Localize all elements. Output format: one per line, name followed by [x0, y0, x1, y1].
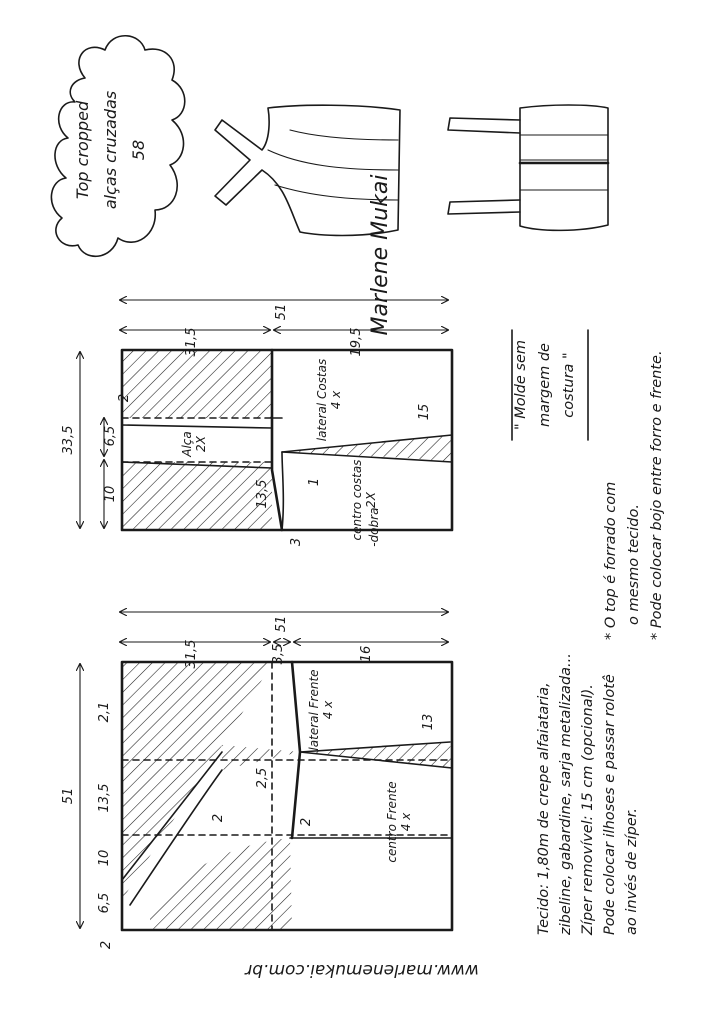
- front-seg-top-a: 31,5: [184, 639, 199, 669]
- front-centro-label: centro Frente: [385, 781, 399, 863]
- front-dart-length: 13: [421, 713, 436, 731]
- back-seg-side-1: 6,5: [103, 425, 118, 447]
- back-lateral-label: lateral Costas: [315, 358, 329, 442]
- front-seg-side-4: 6,5: [97, 892, 112, 914]
- fabric-note-5: ao invés de zíper.: [624, 808, 640, 935]
- back-dart-length: 15: [417, 403, 432, 421]
- front-seg-top-c: 16: [359, 645, 374, 663]
- front-lateral-label: lateral Frente: [307, 669, 321, 751]
- signature-block: [368, 175, 393, 336]
- front-seg-top-b: 3,5: [271, 643, 286, 665]
- signature: Marlene Mukai: [368, 174, 393, 336]
- back-dart: [282, 435, 452, 462]
- seam-note: [512, 330, 588, 440]
- seam-note-1: " Molde sem: [513, 339, 529, 431]
- back-total-width: 51: [274, 303, 289, 321]
- back-lateral-qty: 4 x: [329, 390, 343, 410]
- back-centro-label: centro costas: [350, 459, 364, 541]
- title-size: 58: [129, 139, 148, 161]
- back-fold-label: -dobra-: [367, 503, 381, 547]
- back-centro-qty: 2X: [364, 492, 378, 508]
- fabric-note-4: Pode colocar ilhoses e passar rolotê: [602, 674, 618, 935]
- front-lateral-qty: 4 x: [321, 700, 335, 720]
- front-seg-side-2: 13,5: [97, 783, 112, 813]
- title-cloud: [51, 36, 184, 257]
- front-seg-side-3: 10: [97, 849, 112, 867]
- back-center-mark: 1: [307, 477, 322, 487]
- back-strap-mark: 2: [117, 393, 132, 403]
- lining-note-3: * Pode colocar bojo entre forro e frente.: [649, 350, 665, 640]
- fabric-note-1: Tecido: 1,80m de crepe alfaiataria,: [536, 682, 552, 935]
- lining-note-1: * O top é forrado com: [603, 481, 619, 640]
- back-seg-top-b: 19,5: [349, 327, 364, 357]
- fabric-note-2: zibeline, gabardine, sarja metalizada...: [558, 653, 574, 935]
- front-seg-side-1: 2,1: [97, 701, 112, 723]
- front-centro-qty: 4 x: [399, 812, 413, 832]
- front-total-height: 51: [61, 787, 76, 805]
- back-total-height: 33,5: [61, 425, 76, 455]
- front-dart-width: 2,5: [255, 767, 270, 789]
- front-panel: [61, 612, 452, 949]
- front-center-mark: 2: [299, 817, 314, 827]
- fabric-notes: [536, 653, 640, 936]
- seam-note-2: margem de: [537, 343, 553, 427]
- website: www.marlenemukai.com.br: [245, 960, 479, 980]
- back-hatch-upper: [122, 350, 272, 418]
- back-alca-qty: 2X: [194, 436, 208, 452]
- back-panel: [61, 300, 452, 547]
- seam-note-3: costura ": [561, 352, 577, 418]
- title-line-2: alças cruzadas: [101, 90, 120, 210]
- title-line-1: Top cropped: [73, 100, 92, 200]
- back-seg-side-2: 10: [103, 485, 118, 503]
- back-low-mark: 13,5: [255, 479, 270, 509]
- front-strap-mark: 2: [211, 813, 226, 823]
- sketch-back: [448, 105, 608, 230]
- fabric-note-3: Zíper removível: 15 cm (opcional).: [580, 684, 596, 935]
- back-hatch-lower: [122, 462, 272, 530]
- back-center-low: 3: [289, 537, 304, 547]
- front-hatch-lower: [150, 838, 292, 930]
- lining-note-2: o mesmo tecido.: [626, 504, 642, 625]
- front-corner-mark: 2: [99, 940, 114, 950]
- lining-notes: [603, 350, 665, 640]
- front-total-width: 51: [274, 615, 289, 633]
- front-strap-dart: [222, 745, 300, 770]
- back-seg-top-a: 31,5: [184, 327, 199, 357]
- back-alca-label: Alça: [180, 431, 194, 457]
